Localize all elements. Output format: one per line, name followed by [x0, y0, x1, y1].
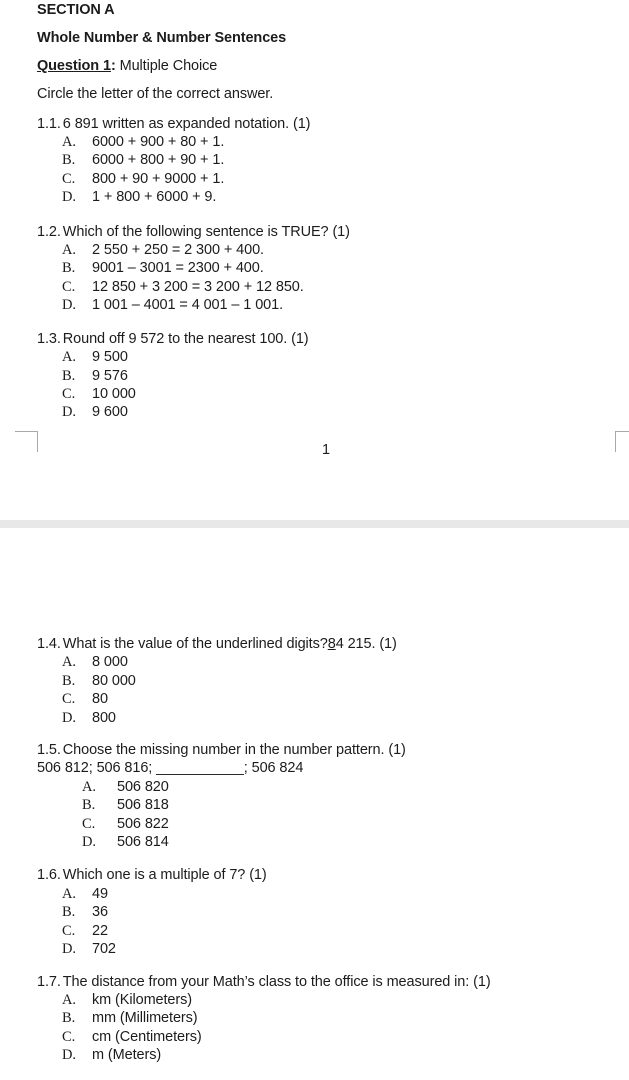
option-row — [37, 151, 617, 169]
option-row — [37, 778, 617, 796]
question-1-5 — [37, 741, 617, 851]
option-text: 2 550 + 250 = 2 300 + 400. — [92, 242, 264, 259]
option-letter: B. — [62, 1010, 76, 1027]
question-number: 1.6. — [37, 867, 61, 884]
option-letter: C. — [62, 691, 76, 708]
option-text: m (Meters) — [92, 1047, 162, 1064]
option-letter: B. — [62, 672, 76, 689]
option-letter: C. — [62, 278, 76, 295]
topic-heading: Whole Number & Number Sentences — [37, 30, 287, 47]
question-heading-label: Question 1 — [37, 57, 111, 74]
question-text: Which one is a multiple of 7? (1) — [62, 867, 267, 884]
option-text: mm (Millimeters) — [92, 1010, 198, 1027]
option-row — [37, 1009, 617, 1027]
option-row — [37, 296, 617, 314]
option-letter: C. — [62, 922, 76, 939]
option-letter: A. — [62, 885, 76, 902]
option-row — [37, 709, 617, 727]
option-row — [37, 348, 617, 366]
option-row — [37, 403, 617, 421]
number-pattern-line: 506 812; 506 816; ___________; 506 824 — [37, 760, 304, 777]
option-letter: A. — [62, 654, 76, 671]
question-number: 1.7. — [37, 973, 61, 990]
option-row — [37, 885, 617, 903]
document-page-2 — [0, 528, 629, 1080]
question-text-underlined-digit: 8 — [327, 636, 336, 652]
option-letter: B. — [62, 260, 76, 277]
option-letter: D. — [82, 834, 96, 851]
option-text: 1 + 800 + 6000 + 9. — [92, 189, 217, 206]
option-letter: B. — [62, 367, 76, 384]
question-1-4 — [37, 635, 617, 727]
option-text: 22 — [92, 922, 108, 939]
question-line — [37, 866, 617, 884]
question-line — [37, 115, 617, 133]
option-text: 9 600 — [92, 404, 128, 421]
margin-corner-mark-bottom-left — [15, 431, 38, 452]
margin-corner-mark-bottom-right — [615, 431, 629, 452]
option-row — [37, 133, 617, 151]
question-number: 1.2. — [37, 223, 61, 240]
option-text: 80 — [92, 691, 108, 708]
option-row — [37, 940, 617, 958]
option-text: 9 500 — [92, 349, 128, 366]
section-heading: SECTION A — [37, 2, 115, 18]
option-row — [37, 991, 617, 1009]
option-row — [37, 278, 617, 296]
instruction-text: Circle the letter of the correct answer. — [37, 86, 274, 103]
page1-text-area — [0, 1, 629, 422]
question-text-post: 4 215. (1) — [335, 636, 397, 652]
option-text: 506 814 — [117, 834, 169, 851]
option-text: 800 + 90 + 9000 + 1. — [92, 170, 225, 187]
page-number: 1 — [322, 442, 330, 458]
option-text: 506 822 — [117, 815, 169, 832]
option-text: 1 001 – 4001 = 4 001 – 1 001. — [92, 297, 284, 314]
option-letter: D. — [62, 189, 76, 206]
option-row — [37, 259, 617, 277]
option-row — [37, 241, 617, 259]
option-text: cm (Centimeters) — [92, 1028, 202, 1045]
question-line — [37, 330, 617, 348]
option-letter: C. — [62, 385, 76, 402]
option-letter: A. — [62, 991, 76, 1008]
option-row — [37, 922, 617, 940]
question-number: 1.5. — [37, 742, 61, 759]
option-text: 6000 + 900 + 80 + 1. — [92, 134, 225, 151]
question-line — [37, 741, 617, 759]
option-letter: D. — [62, 1047, 76, 1064]
option-row — [37, 188, 617, 206]
option-row — [37, 653, 617, 671]
option-letter: D. — [62, 404, 76, 421]
question-line — [37, 635, 617, 653]
option-row — [37, 170, 617, 188]
question-text: Round off 9 572 to the nearest 100. (1) — [62, 330, 309, 347]
option-text: 702 — [92, 941, 116, 958]
option-letter: B. — [62, 904, 76, 921]
option-row — [37, 833, 617, 851]
option-text: 49 — [92, 885, 108, 902]
question-1-1 — [37, 115, 617, 207]
question-heading — [37, 57, 617, 75]
question-number: 1.1. — [37, 115, 61, 132]
option-letter: C. — [62, 1028, 76, 1045]
question-1-3 — [37, 330, 617, 422]
page2-text-area — [0, 528, 629, 1065]
option-text: 6000 + 800 + 90 + 1. — [92, 152, 225, 169]
option-text: 36 — [92, 904, 108, 921]
option-text: 800 — [92, 709, 116, 726]
option-letter: C. — [62, 170, 76, 187]
option-letter: D. — [62, 297, 76, 314]
option-row — [37, 1046, 617, 1064]
question-text: Choose the missing number in the number pattern. (1) — [62, 742, 406, 759]
option-row — [37, 367, 617, 385]
option-letter: D. — [62, 709, 76, 726]
option-text: 9001 – 3001 = 2300 + 400. — [92, 260, 264, 277]
option-row — [37, 385, 617, 403]
question-heading-type: Multiple Choice — [115, 57, 218, 74]
option-row — [37, 690, 617, 708]
option-row — [37, 672, 617, 690]
option-row — [37, 796, 617, 814]
option-letter: A. — [62, 242, 76, 259]
question-heading-colon: : — [110, 57, 116, 74]
question-1-7 — [37, 973, 617, 1065]
option-row — [37, 1028, 617, 1046]
option-text: 10 000 — [92, 385, 136, 402]
option-text: 80 000 — [92, 672, 136, 689]
question-line — [37, 973, 617, 991]
question-text: The distance from your Math’s class to the office is measured in: (1) — [62, 973, 491, 990]
question-number: 1.4. — [37, 636, 61, 652]
option-letter: C. — [82, 815, 96, 832]
option-letter: D. — [62, 941, 76, 958]
option-text: 9 576 — [92, 367, 128, 384]
question-1-6 — [37, 866, 617, 958]
option-text: km (Kilometers) — [92, 991, 193, 1008]
option-text: 506 818 — [117, 797, 169, 814]
option-text: 506 820 — [117, 778, 169, 795]
option-letter: B. — [82, 797, 96, 814]
question-1-2 — [37, 223, 617, 315]
option-text: 12 850 + 3 200 = 3 200 + 12 850. — [92, 278, 304, 295]
option-text: 8 000 — [92, 654, 128, 671]
option-row — [37, 903, 617, 921]
question-text: Which of the following sentence is TRUE? (1) — [62, 223, 350, 240]
question-text-pre: What is the value of the underlined digits? — [62, 636, 328, 652]
option-letter: A. — [62, 134, 76, 151]
option-letter: A. — [62, 349, 76, 366]
option-row — [37, 815, 617, 833]
option-letter: A. — [82, 778, 96, 795]
question-text: 6 891 written as expanded notation. (1) — [62, 115, 311, 132]
page-separator — [0, 520, 629, 528]
question-number: 1.3. — [37, 330, 61, 347]
question-line — [37, 223, 617, 241]
option-letter: B. — [62, 152, 76, 169]
